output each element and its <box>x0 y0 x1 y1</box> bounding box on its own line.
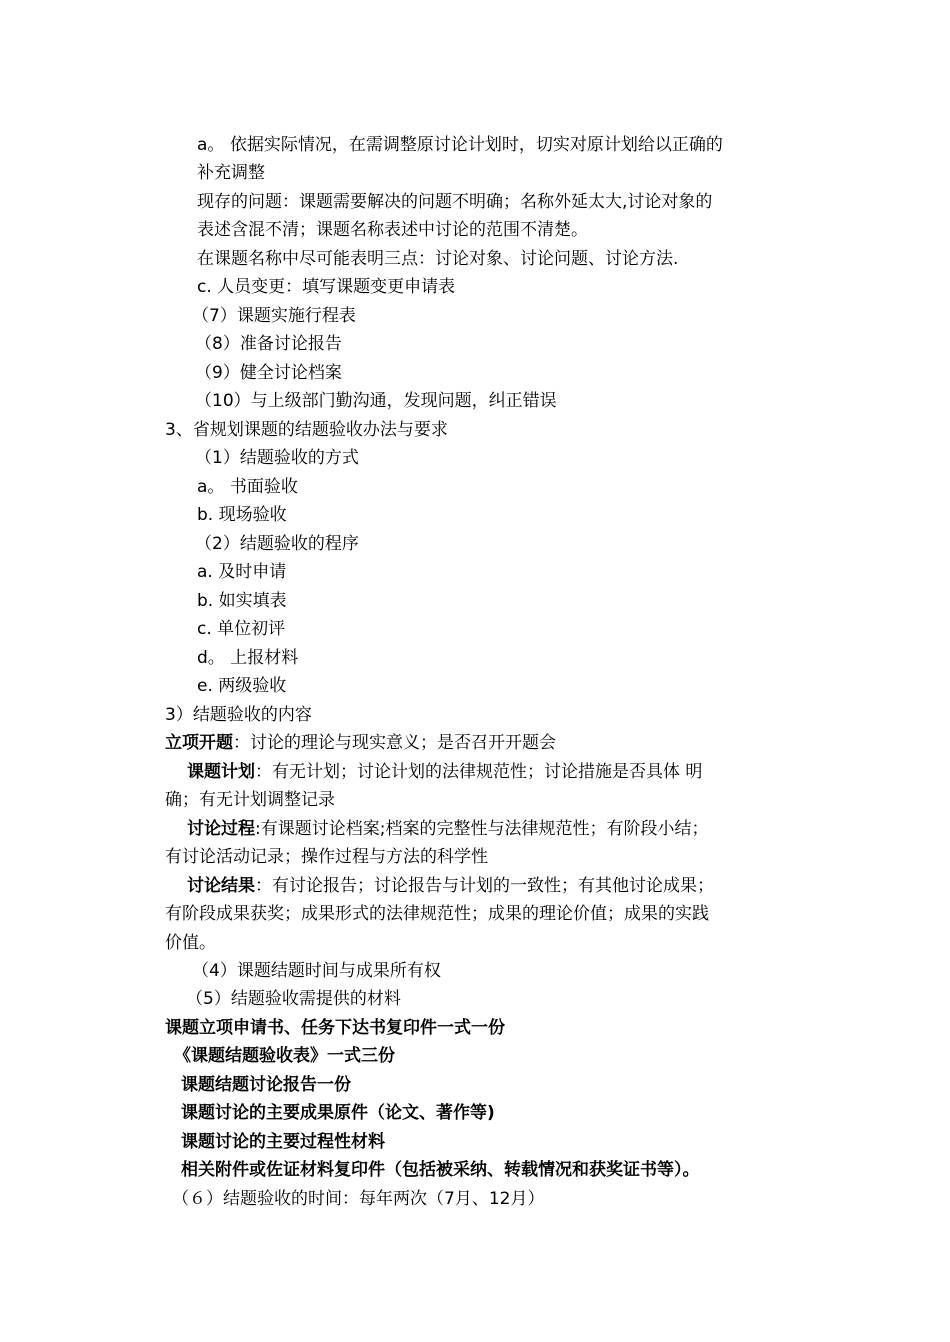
text-line: （10）与上级部门勤沟通，发现问题，纠正错误 <box>195 391 557 411</box>
text-line: 确；有无计划调整记录 <box>165 790 335 810</box>
term-label: 课题计划 <box>187 762 255 782</box>
text-line: 现存的问题：课题需要解决的问题不明确；名称外延太大,讨论对象的 <box>197 192 713 212</box>
text-line: e. 两级验收 <box>197 676 287 696</box>
term-label: 讨论过程 <box>187 819 255 839</box>
text-line: （8）准备讨论报告 <box>195 334 342 354</box>
text-line: （7）课题实施行程表 <box>192 306 356 326</box>
text-line: （2）结题验收的程序 <box>195 534 359 554</box>
text-line: （６）结题验收的时间：每年两次（7月、12月） <box>172 1189 545 1209</box>
term-text: ：有无计划；讨论计划的法律规范性；讨论措施是否具体 明 <box>255 762 703 782</box>
text-line: （9）健全讨论档案 <box>195 363 342 383</box>
section-heading: 3、省规划课题的结题验收办法与要求 <box>165 420 448 440</box>
term-label: 立项开题 <box>165 733 233 753</box>
text-line: （4）课题结题时间与成果所有权 <box>192 961 441 981</box>
text-line-bold: 课题立项申请书、任务下达书复印件一式一份 <box>165 1018 505 1038</box>
text-line: c. 人员变更：填写课题变更申请表 <box>197 277 456 297</box>
text-line <box>165 732 556 754</box>
text-line <box>187 761 702 783</box>
text-line: b. 如实填表 <box>197 591 287 611</box>
text-line-bold: 《课题结题验收表》一式三份 <box>174 1046 395 1066</box>
text-line-bold: 课题讨论的主要成果原件（论文、著作等) <box>181 1103 495 1123</box>
text-line: （5）结题验收需提供的材料 <box>186 989 401 1009</box>
text-line: c. 单位初评 <box>197 619 286 639</box>
term-label: 讨论结果 <box>187 876 255 896</box>
text-line: （1）结题验收的方式 <box>195 448 359 468</box>
text-line: a. 及时申请 <box>197 562 287 582</box>
text-line-bold: 相关附件或佐证材料复印件（包括被采纳、转载情况和获奖证书等）。 <box>181 1160 700 1180</box>
text-line: 在课题名称中尽可能表明三点：讨论对象、讨论问题、讨论方法. <box>197 249 679 269</box>
text-line: 有阶段成果获奖；成果形式的法律规范性；成果的理论价值；成果的实践 <box>165 904 709 924</box>
text-line: 价值。 <box>165 933 216 953</box>
text-line: 有讨论活动记录；操作过程与方法的科学性 <box>165 847 488 867</box>
text-line: a。 书面验收 <box>197 477 298 497</box>
term-text: :有课题讨论档案;档案的完整性与法律规范性；有阶段小结； <box>255 819 709 839</box>
text-line: 表述含混不清；课题名称表述中讨论的范围不清楚。 <box>197 220 588 240</box>
term-text: ：讨论的理论与现实意义；是否召开开题会 <box>233 733 556 753</box>
text-line <box>187 818 708 840</box>
text-line-bold: 课题讨论的主要过程性材料 <box>181 1132 385 1152</box>
text-line: 3）结题验收的内容 <box>165 705 312 725</box>
text-line: a。 依据实际情况，在需调整原讨论计划时，切实对原计划给以正确的 <box>197 135 723 155</box>
text-line <box>187 875 714 897</box>
term-text: ：有讨论报告；讨论报告与计划的一致性；有其他讨论成果； <box>255 876 714 896</box>
text-line: d。 上报材料 <box>197 648 299 668</box>
text-line: b. 现场验收 <box>197 505 287 525</box>
text-line-bold: 课题结题讨论报告一份 <box>181 1075 351 1095</box>
text-line: 补充调整 <box>197 163 265 183</box>
